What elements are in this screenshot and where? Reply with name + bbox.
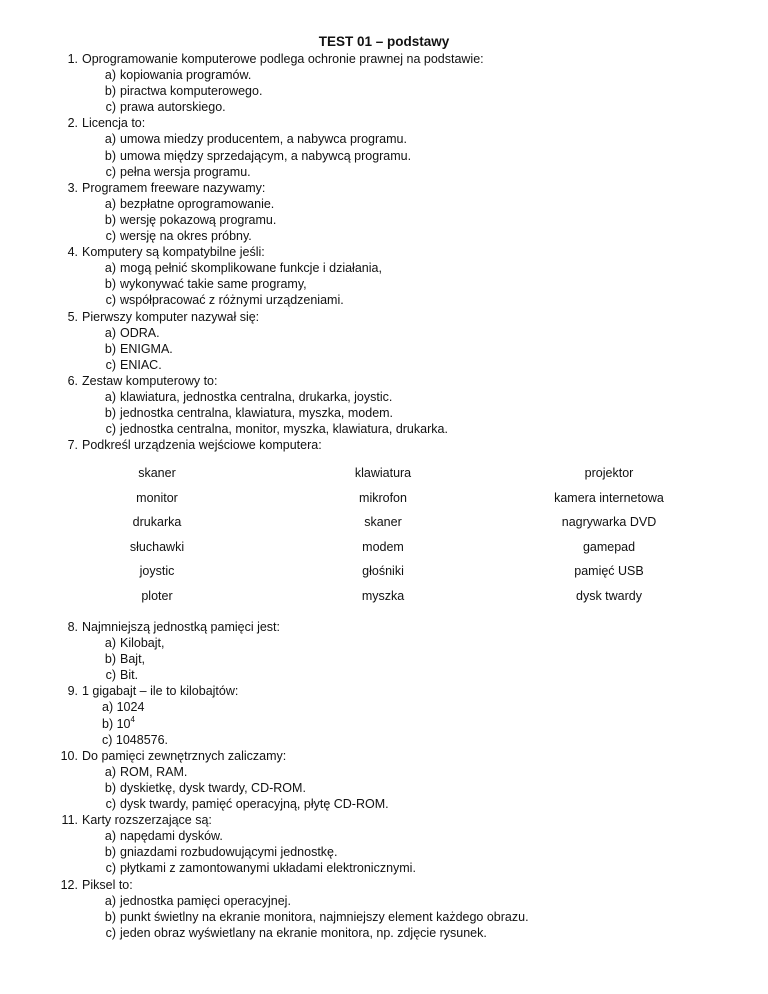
- option-letter: a): [104, 261, 116, 276]
- device-cell: pamięć USB: [574, 564, 644, 578]
- option-text: bezpłatne oprogramowanie.: [120, 196, 275, 211]
- option-letter: c): [105, 422, 116, 437]
- option: [0, 780, 768, 796]
- question-text: 1 gigabajt – ile to kilobajtów:: [82, 684, 239, 699]
- option-text: płytkami z zamontowanymi układami elektronicznymi.: [120, 861, 416, 876]
- option-text: jednostka pamięci operacyjnej.: [120, 893, 291, 908]
- option: [0, 925, 768, 941]
- option: [0, 357, 768, 373]
- question-number: 3.: [67, 180, 78, 195]
- option-text: Kilobajt,: [120, 636, 165, 651]
- option-text: Bajt,: [120, 652, 146, 667]
- option-text: napędami dysków.: [120, 829, 223, 844]
- grid-row: [0, 490, 768, 515]
- option: [0, 699, 768, 715]
- option-text: jednostka centralna, klawiatura, myszka, modem.: [120, 406, 394, 421]
- option-letter: a): [104, 68, 116, 83]
- option: [0, 196, 768, 212]
- device-cell: mikrofon: [359, 490, 407, 505]
- option-letter: c): [105, 357, 116, 372]
- option-letter: a): [104, 132, 116, 147]
- grid-row: [0, 539, 768, 564]
- option-letter: c): [105, 293, 116, 308]
- device-cell: nagrywarka DVD: [561, 515, 657, 529]
- option: [0, 651, 768, 667]
- option-text: ENIGMA.: [120, 341, 173, 356]
- device-cell: gamepad: [582, 539, 636, 554]
- device-cell: skaner: [364, 515, 402, 529]
- option-text: punkt świetlny na ekranie monitora, najmniejszy element każdego obrazu.: [120, 909, 529, 924]
- question-number: 8.: [67, 620, 78, 634]
- option-text: [102, 716, 135, 732]
- questions-part-1: [0, 51, 768, 453]
- question-7: [0, 437, 768, 453]
- question-number: 2.: [67, 116, 78, 131]
- option: [0, 732, 768, 748]
- question-number: 9.: [67, 684, 78, 699]
- device-cell: klawiatura: [354, 466, 412, 480]
- option: [0, 667, 768, 683]
- question-number: 7.: [67, 438, 78, 453]
- option-letter: b): [104, 845, 116, 860]
- option-text: piractwa komputerowego.: [120, 84, 263, 99]
- option-base: b) 10: [102, 716, 131, 731]
- option-text: a) 1024: [102, 700, 145, 715]
- option-letter: a): [104, 829, 116, 844]
- grid-row: [0, 563, 768, 588]
- question-text: Karty rozszerzające są:: [82, 813, 212, 828]
- device-cell: modem: [362, 539, 404, 554]
- question-number: 4.: [67, 245, 78, 260]
- option-text: jeden obraz wyświetlany na ekranie monitora, np. zdjęcie rysunek.: [120, 925, 487, 940]
- option: [0, 83, 768, 99]
- question-number: 5.: [67, 309, 78, 324]
- device-cell: słuchawki: [129, 539, 185, 554]
- option-text: gniazdami rozbudowującymi jednostkę.: [120, 845, 338, 860]
- option-letter: a): [104, 196, 116, 211]
- question-12: [0, 877, 768, 941]
- option-text: mogą pełnić skomplikowane funkcje i działania,: [120, 261, 382, 276]
- option-letter: a): [104, 389, 116, 404]
- option-letter: c): [105, 925, 116, 940]
- option-letter: c): [105, 668, 116, 683]
- question-10: [0, 748, 768, 812]
- option: [0, 292, 768, 308]
- option: [0, 341, 768, 357]
- option: [0, 635, 768, 651]
- question-8: [0, 619, 768, 683]
- question-6: [0, 373, 768, 437]
- question-3: [0, 180, 768, 244]
- option-text: ENIAC.: [120, 357, 162, 372]
- question-11: [0, 812, 768, 876]
- option-text: c) 1048576.: [102, 732, 169, 747]
- device-cell: dysk twardy: [576, 588, 642, 603]
- device-cell: myszka: [361, 588, 405, 603]
- option-text: pełna wersja programu.: [120, 164, 251, 179]
- option-letter: b): [104, 341, 116, 356]
- question-number: 10.: [60, 748, 78, 763]
- device-cell: głośniki: [362, 564, 404, 578]
- option-letter: c): [105, 164, 116, 179]
- question-text: Najmniejszą jednostką pamięci jest:: [82, 620, 281, 634]
- option: [0, 99, 768, 115]
- option: [0, 164, 768, 180]
- option-text: Bit.: [120, 668, 139, 683]
- option-text: kopiowania programów.: [120, 68, 252, 83]
- device-cell: ploter: [141, 588, 173, 603]
- option-text: jednostka centralna, monitor, myszka, klawiatura, drukarka.: [120, 422, 448, 437]
- option-text: dyskietkę, dysk twardy, CD-ROM.: [120, 780, 306, 795]
- option-text: wersję pokazową programu.: [120, 212, 277, 227]
- option-letter: a): [104, 325, 116, 340]
- option: [0, 260, 768, 276]
- question-5: [0, 309, 768, 373]
- question-text: Oprogramowanie komputerowe podlega ochronie prawnej na podstawie:: [82, 52, 484, 66]
- option-text: ODRA.: [120, 325, 160, 340]
- question-2: [0, 115, 768, 179]
- device-cell: drukarka: [132, 515, 182, 529]
- questions-part-2: [0, 619, 768, 941]
- option-letter: b): [104, 780, 116, 795]
- option: [0, 828, 768, 844]
- option: [0, 67, 768, 83]
- grid-row: [0, 588, 768, 613]
- option-text: dysk twardy, pamięć operacyjną, płytę CD-ROM.: [120, 797, 389, 812]
- question-text: Komputery są kompatybilne jeśli:: [82, 245, 265, 260]
- option-text: umowa między sprzedającym, a nabywcą programu.: [120, 148, 412, 163]
- device-cell: monitor: [136, 490, 178, 505]
- option-letter: a): [104, 893, 116, 908]
- option: [0, 893, 768, 909]
- option-letter: c): [105, 861, 116, 876]
- option: [0, 844, 768, 860]
- option: [0, 909, 768, 925]
- question-text: Zestaw komputerowy to:: [82, 373, 218, 388]
- question-4: [0, 244, 768, 308]
- option: [0, 405, 768, 421]
- option-letter: b): [104, 909, 116, 924]
- option: [0, 131, 768, 147]
- option-letter: a): [104, 764, 116, 779]
- question-number: 12.: [60, 877, 78, 892]
- device-cell: skaner: [138, 466, 176, 480]
- option: [0, 228, 768, 244]
- option-letter: b): [104, 652, 116, 667]
- option: [0, 325, 768, 341]
- question-text: Do pamięci zewnętrznych zaliczamy:: [82, 748, 287, 763]
- device-cell: kamera internetowa: [554, 490, 664, 505]
- question-text: Podkreśl urządzenia wejściowe komputera:: [82, 438, 322, 453]
- option-letter: b): [104, 148, 116, 163]
- question-number: 6.: [67, 373, 78, 388]
- option-letter: c): [105, 797, 116, 812]
- question-text: Licencja to:: [82, 116, 146, 131]
- option-letter: a): [104, 636, 116, 651]
- option-text: umowa miedzy producentem, a nabywca programu.: [120, 132, 407, 147]
- option: [0, 764, 768, 780]
- option-letter: b): [104, 212, 116, 227]
- question-9: [0, 683, 768, 747]
- grid-row: [0, 465, 768, 490]
- option-text: wersję na okres próbny.: [120, 229, 252, 244]
- question-number: 1.: [67, 52, 78, 66]
- option: [0, 860, 768, 876]
- option-letter: b): [104, 406, 116, 421]
- option-text: prawa autorskiego.: [120, 100, 226, 115]
- device-cell: joystic: [139, 564, 175, 578]
- option: [0, 421, 768, 437]
- option: [0, 212, 768, 228]
- question-text: Programem freeware nazywamy:: [82, 180, 266, 195]
- option-text: współpracować z różnymi urządzeniami.: [120, 293, 344, 308]
- option-text: wykonywać takie same programy,: [120, 277, 307, 292]
- question-text: Piksel to:: [82, 877, 133, 892]
- option-exponent: 4: [130, 714, 135, 724]
- option: [0, 276, 768, 292]
- option-text: ROM, RAM.: [120, 764, 188, 779]
- option: [0, 148, 768, 164]
- devices-grid: [0, 465, 768, 612]
- option-letter: c): [105, 229, 116, 244]
- question-1: [0, 51, 768, 115]
- grid-row: [0, 514, 768, 539]
- option-letter: b): [104, 84, 116, 99]
- option-letter: b): [104, 277, 116, 292]
- option: [0, 716, 768, 732]
- device-cell: projektor: [584, 466, 634, 480]
- option-letter: c): [105, 100, 116, 115]
- option: [0, 796, 768, 812]
- option-text: klawiatura, jednostka centralna, drukarka, joystic.: [120, 389, 393, 404]
- question-text: Pierwszy komputer nazywał się:: [82, 309, 260, 324]
- option: [0, 389, 768, 405]
- page-title: TEST 01 – podstawy: [318, 34, 450, 49]
- question-number: 11.: [61, 813, 78, 828]
